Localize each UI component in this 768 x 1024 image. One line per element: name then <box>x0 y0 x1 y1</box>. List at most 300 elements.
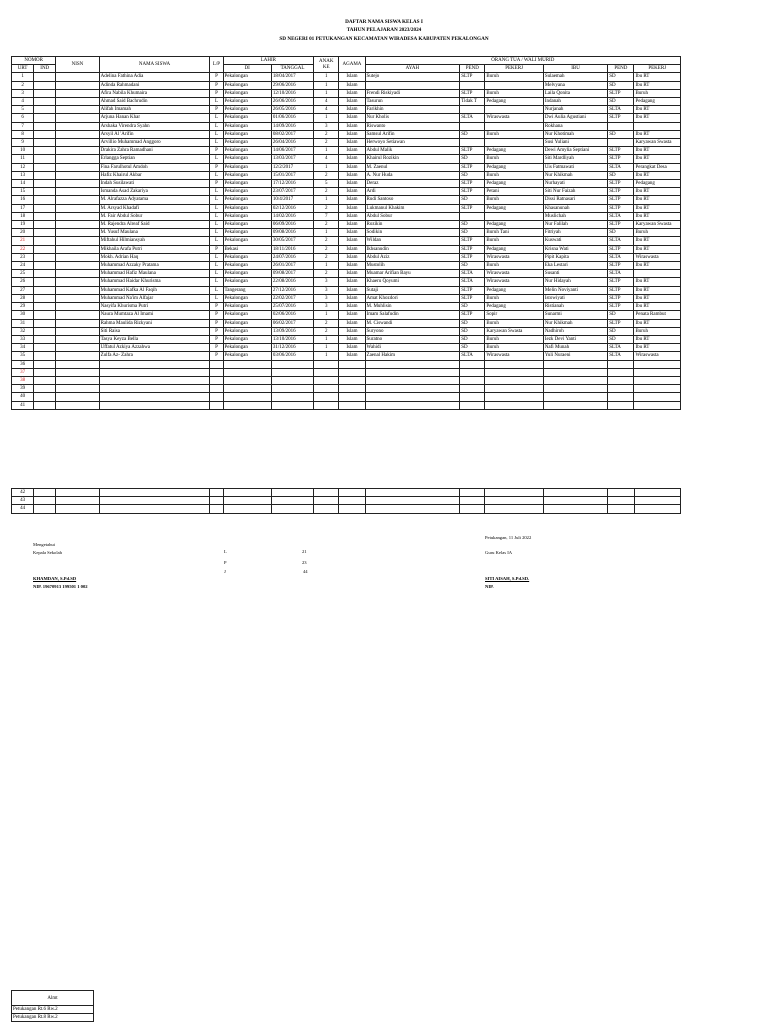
cell-lp: P <box>210 335 223 343</box>
table-cell <box>339 497 365 505</box>
cell-ayah: Abdul Malik <box>365 147 460 155</box>
cell-lp: L <box>210 171 223 179</box>
table-cell <box>223 489 271 497</box>
cell-urt: 41 <box>12 401 34 409</box>
cell-di: Pekalongan <box>223 98 271 106</box>
cell-di: Pekalongan <box>223 196 271 204</box>
cell-urt: 22 <box>12 245 34 253</box>
col-ind: IND <box>34 65 56 73</box>
cell-ibu-pekerj: Pedagang <box>634 98 681 106</box>
cell-anak-ke: 2 <box>314 245 339 253</box>
table-cell <box>314 376 339 384</box>
cell-urt: 1 <box>12 73 34 81</box>
cell-tanggal: 24/07/2016 <box>271 253 313 261</box>
cell-di: Pekalongan <box>223 139 271 147</box>
cell-nisn <box>56 163 99 171</box>
cell-ayah: Mustolih <box>365 262 460 270</box>
cell-lp: P <box>210 319 223 327</box>
cell-agama: Islam <box>339 352 365 360</box>
cell-di: Pekalongan <box>223 180 271 188</box>
cell-di: Pekalongan <box>223 303 271 311</box>
cell-ayah-pekerj: Pedagang <box>485 204 543 212</box>
cell-anak-ke: 1 <box>314 344 339 352</box>
col-agama: AGAMA <box>339 57 365 73</box>
table-cell <box>210 489 223 497</box>
cell-lp: L <box>210 139 223 147</box>
cell-ibu-pend: SLTP <box>608 89 634 97</box>
cell-anak-ke: 1 <box>314 89 339 97</box>
cell-di: Pekalongan <box>223 106 271 114</box>
cell-ibu-pekerj: Buruh <box>634 327 681 335</box>
table-cell <box>34 497 56 505</box>
table-cell <box>99 360 210 368</box>
cell-nisn <box>56 229 99 237</box>
table-cell <box>608 376 634 384</box>
table-cell <box>485 489 543 497</box>
table-cell <box>271 368 313 376</box>
cell-nama: Muhammad Hafiz Maulana <box>99 270 210 278</box>
cell-ayah-pend: SLTA <box>460 270 485 278</box>
cell-ayah: Khaeru Qoyumi <box>365 278 460 286</box>
cell-nisn <box>56 155 99 163</box>
cell-urt: 31 <box>12 319 34 327</box>
cell-tanggal: 15/01/2017 <box>271 171 313 179</box>
table-row <box>12 245 681 253</box>
table-cell <box>34 368 56 376</box>
cell-anak-ke: 1 <box>314 262 339 270</box>
cell-lp: L <box>210 286 223 294</box>
cell-ayah: Rozikin <box>365 221 460 229</box>
table-row <box>12 147 681 155</box>
cell-di: Pekalongan <box>223 89 271 97</box>
cell-urt: 28 <box>12 294 34 302</box>
cell-agama: Islam <box>339 147 365 155</box>
cell-nama: Uffatul Azkiya Azzahwa <box>99 344 210 352</box>
table-cell <box>314 368 339 376</box>
cell-tanggal: 26/01/2017 <box>271 262 313 270</box>
cell-ayah-pend: SD <box>460 335 485 343</box>
cell-ibu-pekerj <box>634 270 681 278</box>
cell-ibu: Nur Hidayah <box>543 278 607 286</box>
cell-agama: Islam <box>339 262 365 270</box>
table-row <box>12 188 681 196</box>
cell-tanggal: 25/07/2016 <box>271 303 313 311</box>
cell-di: Tangerang <box>223 286 271 294</box>
cell-urt: 25 <box>12 270 34 278</box>
cell-ibu-pend: SD <box>608 311 634 319</box>
cell-ayah-pend <box>460 139 485 147</box>
cell-ayah-pend: SLTP <box>460 245 485 253</box>
cell-ayah: Suryono <box>365 327 460 335</box>
cell-nisn <box>56 294 99 302</box>
cell-anak-ke: 2 <box>314 188 339 196</box>
alamat-row: Petukangan Rt.8 Rw.2 <box>12 1014 94 1022</box>
cell-ibu-pekerj <box>634 122 681 130</box>
cell-ibu-pend: SLTA <box>608 212 634 220</box>
cell-ayah-pekerj: Pedagang <box>485 303 543 311</box>
cell-anak-ke: 2 <box>314 237 339 245</box>
cell-ibu-pend: SD <box>608 98 634 106</box>
cell-tanggal: 06/09/2016 <box>271 221 313 229</box>
cell-ibu-pend: SLTP <box>608 294 634 302</box>
table-cell <box>314 497 339 505</box>
cell-agama: Islam <box>339 237 365 245</box>
cell-nama: Arshaka Virendra Syahn <box>99 122 210 130</box>
cell-ibu-pend: SLTP <box>608 221 634 229</box>
table-cell <box>634 368 681 376</box>
cell-ayah-pekerj <box>485 122 543 130</box>
cell-ayah-pend: SLTP <box>460 188 485 196</box>
cell-tanggal: 26/05/2016 <box>271 106 313 114</box>
table-cell <box>99 385 210 393</box>
cell-ayah-pekerj: Pedagang <box>485 180 543 188</box>
table-cell <box>271 360 313 368</box>
alamat-row: Petukangan Rt.6 Rw.2 <box>12 1006 94 1014</box>
cell-tanggal: 14/09/2016 <box>271 122 313 130</box>
cell-tanggal: 06/02/2017 <box>271 319 313 327</box>
table-row <box>12 344 681 352</box>
cell-ibu: Pipit Kapita <box>543 253 607 261</box>
cell-anak-ke: 2 <box>314 221 339 229</box>
cell-urt: 9 <box>12 139 34 147</box>
table-cell <box>608 393 634 401</box>
cell-nisn <box>56 221 99 229</box>
cell-agama: Islam <box>339 73 365 81</box>
cell-nisn <box>56 352 99 360</box>
cell-ibu-pekerj: Ibu RT <box>634 294 681 302</box>
table-cell <box>634 401 681 409</box>
cell-anak-ke: 3 <box>314 286 339 294</box>
cell-di: Pekalongan <box>223 253 271 261</box>
cell-agama: Islam <box>339 327 365 335</box>
table-row <box>12 89 681 97</box>
cell-anak-ke: 2 <box>314 253 339 261</box>
cell-ayah: Sutaji <box>365 286 460 294</box>
cell-ibu: Susanti <box>543 270 607 278</box>
cell-di: Pekalongan <box>223 81 271 89</box>
cell-ibu: Dwi Aulia Agustiani <box>543 114 607 122</box>
table-cell <box>314 489 339 497</box>
table-cell <box>99 368 210 376</box>
cell-lp: L <box>210 98 223 106</box>
cell-ind <box>34 106 56 114</box>
count-j-label: J <box>224 569 226 574</box>
table-cell <box>56 489 99 497</box>
cell-ibu-pend: SLTA <box>608 352 634 360</box>
cell-ayah-pend <box>460 122 485 130</box>
cell-agama: Islam <box>339 98 365 106</box>
cell-lp: L <box>210 229 223 237</box>
cell-ayah-pend <box>460 106 485 114</box>
cell-ayah: Tasurun <box>365 98 460 106</box>
cell-nama: Erlangga Septian <box>99 155 210 163</box>
cell-ind <box>34 319 56 327</box>
cell-ayah-pekerj: Wiraswasta <box>485 352 543 360</box>
table-row <box>12 368 681 376</box>
cell-ayah: Riswanto <box>365 122 460 130</box>
cell-ind <box>34 196 56 204</box>
cell-di: Pekalongan <box>223 270 271 278</box>
cell-ind <box>34 98 56 106</box>
cell-urt: 23 <box>12 253 34 261</box>
table-cell <box>271 505 313 513</box>
cell-ibu-pend: SLTA <box>608 253 634 261</box>
cell-urt: 18 <box>12 212 34 220</box>
cell-ibu: Nur Khikmah <box>543 171 607 179</box>
cell-ibu-pekerj: Ibu RT <box>634 196 681 204</box>
cell-lp: P <box>210 180 223 188</box>
cell-agama: Islam <box>339 335 365 343</box>
cell-ayah-pekerj <box>485 139 543 147</box>
table-row <box>12 139 681 147</box>
cell-ayah-pekerj: Buruh Tani <box>485 229 543 237</box>
cell-agama: Islam <box>339 270 365 278</box>
cell-anak-ke: 2 <box>314 130 339 138</box>
table-cell <box>634 497 680 505</box>
table-cell <box>460 505 485 513</box>
table-row <box>12 229 681 237</box>
cell-di: Pekalongan <box>223 319 271 327</box>
table-cell <box>608 385 634 393</box>
cell-urt: 32 <box>12 327 34 335</box>
cell-ibu-pend: SLTP <box>608 196 634 204</box>
cell-ayah-pend: SD <box>460 344 485 352</box>
table-cell <box>210 393 223 401</box>
cell-ibu-pekerj: Ibu RT <box>634 278 681 286</box>
doc-subtitle-school: SD NEGERI 01 PETUKANGAN KECAMATAN WIRADESA KABUPATEN PEKALONGAN <box>279 36 489 42</box>
cell-agama: Islam <box>339 212 365 220</box>
cell-ayah-pekerj: Wiraswasta <box>485 114 543 122</box>
cell-anak-ke: 1 <box>314 229 339 237</box>
cell-agama: Islam <box>339 344 365 352</box>
cell-agama: Islam <box>339 196 365 204</box>
student-table-continued <box>11 488 681 514</box>
cell-ibu: Melvyana <box>543 81 607 89</box>
cell-anak-ke: 4 <box>314 98 339 106</box>
cell-ibu-pend: SLTP <box>608 147 634 155</box>
col-orang-tua: ORANG TUA / WALI MURID <box>365 57 680 65</box>
cell-tanggal: 30/05/2017 <box>271 237 313 245</box>
table-cell <box>223 360 271 368</box>
table-cell <box>34 376 56 384</box>
cell-ind <box>34 303 56 311</box>
table-cell <box>485 385 543 393</box>
cell-nama: Mokh. Adrian Haq <box>99 253 210 261</box>
cell-nama: M. Yusuf Maulana <box>99 229 210 237</box>
cell-tanggal: 14/02/2016 <box>271 212 313 220</box>
col-tanggal: TANGGAL <box>271 65 313 73</box>
cell-lp: L <box>210 253 223 261</box>
cell-agama: Islam <box>339 245 365 253</box>
cell-ayah-pekerj: Petani <box>485 188 543 196</box>
cell-di: Pekalongan <box>223 73 271 81</box>
table-cell <box>223 385 271 393</box>
cell-lp: P <box>210 311 223 319</box>
table-row <box>12 122 681 130</box>
cell-di: Pekalongan <box>223 237 271 245</box>
cell-anak-ke: 1 <box>314 163 339 171</box>
table-cell <box>365 368 460 376</box>
cell-ibu-pekerj: Wiraswasta <box>634 352 681 360</box>
cell-tanggal: 13/09/2016 <box>271 327 313 335</box>
cell-tanggal: 18/11/2016 <box>271 245 313 253</box>
table-cell <box>365 385 460 393</box>
student-table-continued-body <box>12 489 681 514</box>
table-row <box>12 106 681 114</box>
cell-urt: 4 <box>12 98 34 106</box>
table-row <box>12 221 681 229</box>
cell-tanggal: 12/10/2016 <box>271 89 313 97</box>
cell-ind <box>34 188 56 196</box>
cell-di: Pekalongan <box>223 221 271 229</box>
cell-ibu-pend: SD <box>608 73 634 81</box>
cell-ayah-pend: SLTP <box>460 147 485 155</box>
cell-nama: Afira Nabila Khumaira <box>99 89 210 97</box>
col-lp: L/P <box>210 57 223 73</box>
cell-urt: 11 <box>12 155 34 163</box>
cell-di: Pekalongan <box>223 171 271 179</box>
cell-tanggal: 13/10/2016 <box>271 335 313 343</box>
cell-nisn <box>56 180 99 188</box>
table-cell <box>34 385 56 393</box>
cell-ibu: Iezk Devi Yanti <box>543 335 607 343</box>
cell-di: Pekalongan <box>223 278 271 286</box>
cell-ind <box>34 294 56 302</box>
cell-anak-ke: 1 <box>314 73 339 81</box>
cell-ind <box>34 130 56 138</box>
table-cell <box>34 489 56 497</box>
cell-anak-ke: 2 <box>314 270 339 278</box>
cell-ayah-pend: SD <box>460 327 485 335</box>
cell-ibu-pend: SD <box>608 171 634 179</box>
cell-tanggal: 26/06/2016 <box>271 98 313 106</box>
cell-anak-ke: 3 <box>314 122 339 130</box>
cell-ayah-pekerj: Buruh <box>485 73 543 81</box>
cell-ind <box>34 171 56 179</box>
table-cell <box>339 385 365 393</box>
cell-ibu-pend: SLTP <box>608 278 634 286</box>
cell-ibu-pekerj: Penata Rambut <box>634 311 681 319</box>
table-cell <box>223 497 271 505</box>
table-cell <box>210 376 223 384</box>
table-row <box>12 497 681 505</box>
cell-agama: Islam <box>339 188 365 196</box>
cell-anak-ke: 3 <box>314 278 339 286</box>
cell-ind <box>34 262 56 270</box>
cell-ind <box>34 114 56 122</box>
table-cell <box>34 401 56 409</box>
cell-ayah-pend: SD <box>460 303 485 311</box>
cell-ibu: Yuli Nuraeni <box>543 352 607 360</box>
table-row <box>12 73 681 81</box>
table-cell <box>543 505 607 513</box>
table-cell <box>365 497 460 505</box>
cell-nama: Rahma Maulida Rizkyani <box>99 319 210 327</box>
cell-ayah: Abdul Aziz <box>365 253 460 261</box>
cell-ibu-pend: SLTP <box>608 114 634 122</box>
table-cell <box>339 376 365 384</box>
cell-urt: 10 <box>12 147 34 155</box>
table-cell <box>223 505 271 513</box>
cell-agama: Islam <box>339 253 365 261</box>
cell-ayah: Nur Kholis <box>365 114 460 122</box>
cell-urt: 2 <box>12 81 34 89</box>
cell-nama: Siti Raisa <box>99 327 210 335</box>
count-l-value: 21 <box>302 549 307 554</box>
cell-di: Pekalongan <box>223 188 271 196</box>
cell-urt: 12 <box>12 163 34 171</box>
table-cell <box>634 376 681 384</box>
cell-ibu-pend: SLTP <box>608 286 634 294</box>
cell-lp: P <box>210 245 223 253</box>
cell-urt: 36 <box>12 360 34 368</box>
cell-lp: L <box>210 122 223 130</box>
cell-nisn <box>56 344 99 352</box>
cell-lp: P <box>210 352 223 360</box>
cell-ibu-pend: SLTA <box>608 106 634 114</box>
col-nomor: NOMOR <box>12 57 56 65</box>
cell-ayah-pend: SLTP <box>460 294 485 302</box>
cell-ibu-pekerj: Ibu RT <box>634 130 681 138</box>
cell-ayah: Imam Salafudin <box>365 311 460 319</box>
cell-nisn <box>56 122 99 130</box>
table-row <box>12 489 681 497</box>
table-row <box>12 286 681 294</box>
cell-agama: Islam <box>339 171 365 179</box>
table-cell <box>271 497 313 505</box>
cell-ibu-pekerj: Karyawan Swasta <box>634 139 681 147</box>
table-row <box>12 401 681 409</box>
cell-anak-ke: 1 <box>314 352 339 360</box>
cell-urt: 8 <box>12 130 34 138</box>
doc-title: DAFTAR NAMA SISWA KELAS I <box>345 19 423 25</box>
cell-ibu: Laila Qonita <box>543 89 607 97</box>
cell-ind <box>34 81 56 89</box>
cell-agama: Islam <box>339 139 365 147</box>
cell-ayah-pekerj: Pedagang <box>485 286 543 294</box>
cell-ind <box>34 286 56 294</box>
cell-ayah-pend: SLTP <box>460 163 485 171</box>
cell-nisn <box>56 270 99 278</box>
cell-di: Pekalongan <box>223 294 271 302</box>
table-cell <box>543 360 607 368</box>
cell-ind <box>34 335 56 343</box>
cell-anak-ke: 1 <box>314 81 339 89</box>
cell-lp: P <box>210 344 223 352</box>
cell-ayah-pend: SD <box>460 221 485 229</box>
cell-ibu-pekerj: Ibu RT <box>634 73 681 81</box>
cell-ayah: Sutejo <box>365 73 460 81</box>
table-cell <box>365 489 460 497</box>
cell-urt: 13 <box>12 171 34 179</box>
cell-urt: 39 <box>12 385 34 393</box>
cell-ayah-pekerj: Pedagang <box>485 163 543 171</box>
cell-ayah-pekerj <box>485 81 543 89</box>
cell-tanggal: 22/08/2016 <box>271 278 313 286</box>
cell-nama: Adelina Fathina Adia <box>99 73 210 81</box>
place-date: Petukangan, 11 Juli 2022 <box>485 535 532 540</box>
table-row <box>12 327 681 335</box>
cell-ibu-pekerj: Buruh <box>634 229 681 237</box>
table-row <box>12 278 681 286</box>
cell-ayah-pend: SLTA <box>460 352 485 360</box>
table-row <box>12 237 681 245</box>
cell-nisn <box>56 147 99 155</box>
cell-anak-ke: 4 <box>314 106 339 114</box>
cell-urt: 17 <box>12 204 34 212</box>
cell-ibu: Eka Lestari <box>543 262 607 270</box>
cell-nisn <box>56 319 99 327</box>
